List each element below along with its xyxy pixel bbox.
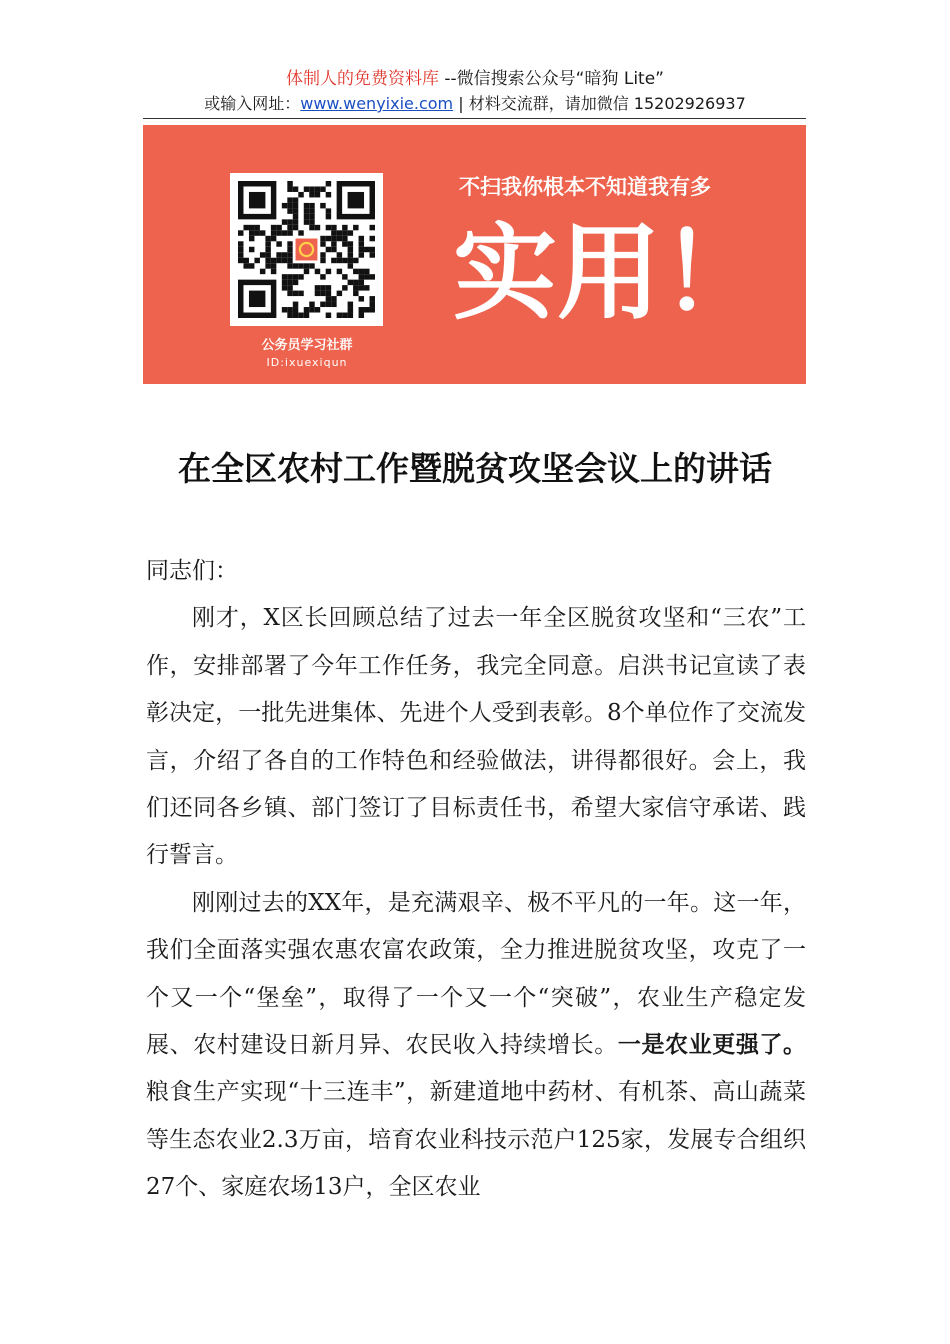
qr-community-id: ID:ixuexiqun xyxy=(266,356,348,369)
qr-code-icon xyxy=(238,181,375,318)
paragraph-2 xyxy=(146,880,806,1212)
qr-caption xyxy=(223,337,391,371)
header-divider xyxy=(143,118,806,119)
banner-subtitle: 不扫我你根本不知道我有多 xyxy=(459,175,711,199)
header-promo-line xyxy=(0,66,950,92)
qr-code[interactable] xyxy=(230,173,383,326)
banner-headline: 实用！ xyxy=(453,212,766,334)
url-prefix: 或输入网址： xyxy=(204,94,301,113)
greeting: 同志们： xyxy=(146,558,238,584)
paragraph-1: 刚才，X区长回顾总结了过去一年全区脱贫攻坚和“三农”工作，安排部署了今年工作任务，我完全同意。启洪书记宣读了表彰决定，一批先进集体、先进个人受到表彰。8个单位作了交流发言，介绍了各自的工作特色和经验做法，讲得都很好。会上，我们还同各乡镇、部门签订了目标责任书，希望大家信守承诺、践行誓言。 xyxy=(146,605,807,869)
paragraph-2-intro: 刚刚过去的XX年，是充满艰辛、极不平凡的一年。这一年，我们全面落实强农惠农富农政策，全力推进脱贫攻坚，攻克了一个又一个“堡垒”，取得了一个又一个“突破”，农业生产稳定发展、农村建设日新月异、农民收入持续增长。 xyxy=(146,889,806,1059)
brand-name[interactable]: 体制人的免费资料库 xyxy=(285,69,439,89)
qr-community-name: 公务员学习社群 xyxy=(261,338,353,353)
promo-banner[interactable] xyxy=(143,125,806,384)
website-link[interactable]: www.wenyixie.com xyxy=(300,94,454,113)
paragraph-2-heading: 一是农业更强了。 xyxy=(617,1032,807,1059)
contact-info: | 材料交流群，请加微信 15202926937 xyxy=(453,94,746,113)
header-contact-line xyxy=(0,92,950,116)
site-header xyxy=(0,66,950,116)
wechat-prompt: --微信搜索公众号“暗狗 Lite” xyxy=(438,69,664,89)
paragraph-2-rest: 粮食生产实现“十三连丰”，新建道地中药材、有机茶、高山蔬菜等生态农业2.3万亩，培育农业科技示范户125家，发展专合组织27个、家庭农场13户，全区农业 xyxy=(146,1079,806,1201)
document-title: 在全区农村工作暨脱贫攻坚会议上的讲话 xyxy=(178,449,772,488)
document-body xyxy=(146,548,806,1212)
